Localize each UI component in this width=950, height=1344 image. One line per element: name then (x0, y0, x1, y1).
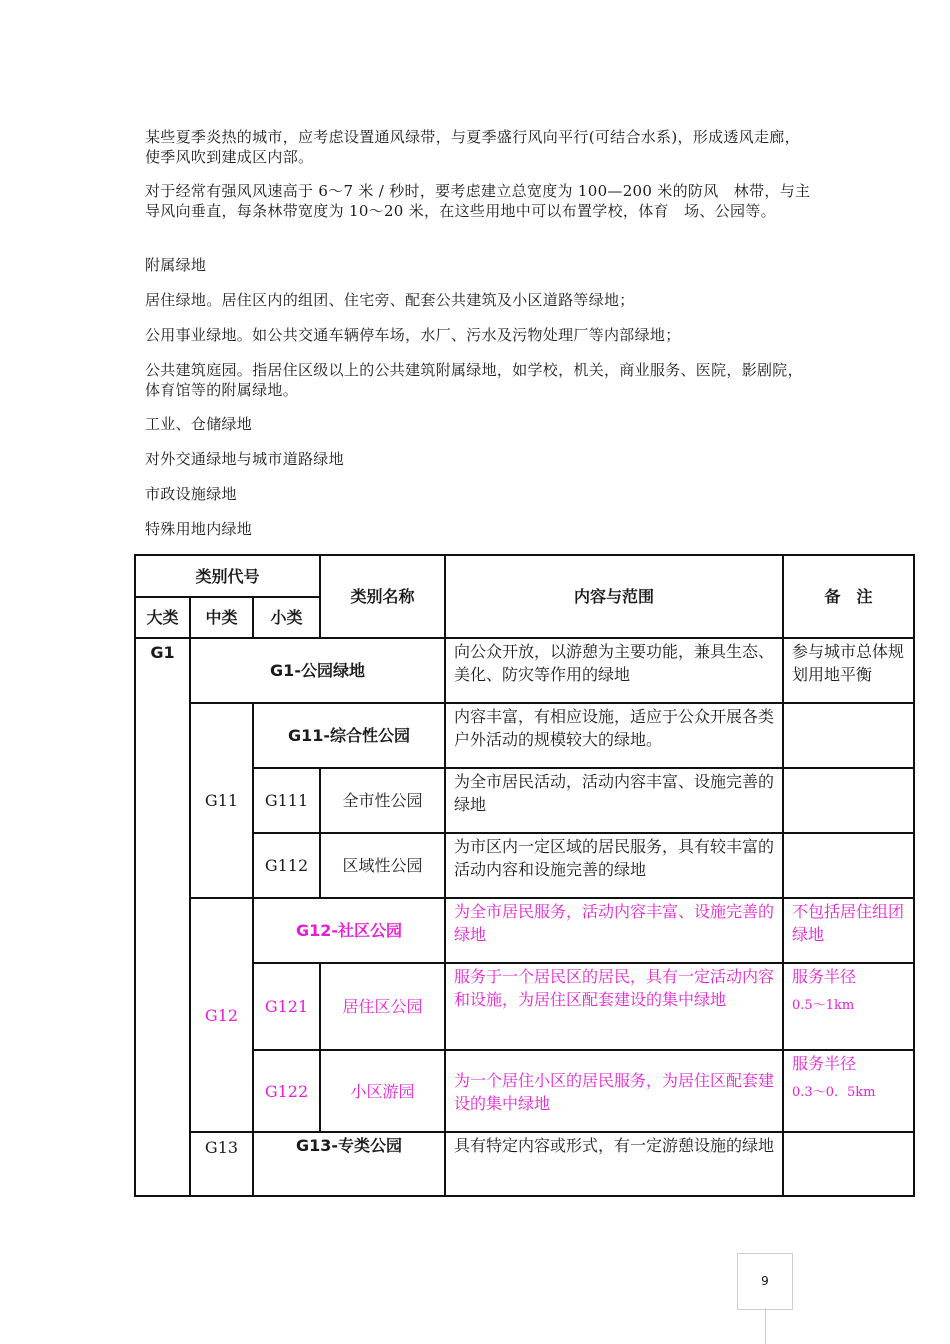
cell-g111-note (783, 768, 914, 833)
cell-g121-code: G121 (253, 963, 320, 1050)
cell-g122-name: 小区游园 (320, 1050, 445, 1132)
table-header-row (135, 555, 914, 597)
cell-g12-name: G12-社区公园 (253, 898, 445, 963)
cell-g122-code: G122 (253, 1050, 320, 1132)
header-minor: 小类 (253, 597, 320, 638)
g122-note-label: 服务半径 (792, 1054, 857, 1073)
header-code-group: 类别代号 (135, 555, 320, 597)
header-name: 类别名称 (320, 555, 445, 638)
cell-g11-note (783, 703, 914, 768)
g121-note-radius: 0.5～1km (792, 998, 855, 1013)
table-row (135, 638, 914, 703)
cell-g11-name: G11-综合性公园 (253, 703, 445, 768)
cell-g11-content: 内容丰富，有相应设施，适应于公众开展各类户外活动的规模较大的绿地。 (445, 703, 783, 768)
cell-g13-code: G13 (190, 1132, 253, 1196)
paragraph-traffic-green: 对外交通绿地与城市道路绿地 (145, 450, 344, 468)
cell-g112-content: 为市区内一定区域的居民服务，具有较丰富的活动内容和设施完善的绿地 (445, 833, 783, 898)
cell-g13-name: G13-专类公园 (253, 1132, 445, 1196)
cell-g11-code: G11 (190, 703, 253, 898)
header-note: 备 注 (783, 555, 914, 638)
cell-g112-name: 区域性公园 (320, 833, 445, 898)
cell-g111-content: 为全市居民活动，活动内容丰富、设施完善的绿地 (445, 768, 783, 833)
paragraph-special-green: 特殊用地内绿地 (145, 520, 253, 538)
cell-g112-note (783, 833, 914, 898)
paragraph-public-building-garden: 公共建筑庭园。指居住区级以上的公共建筑附属绿地，如学校，机关，商业服务、医院，影剧院，体育馆等的附属绿地。 (145, 361, 803, 399)
cell-g1-code: G1 (135, 638, 190, 1196)
cell-g12-code: G12 (190, 898, 253, 1132)
paragraph-municipal-green: 市政设施绿地 (145, 485, 237, 503)
g122-note-radius: 0.3～0．5km (792, 1085, 876, 1100)
cell-g111-code: G111 (253, 768, 320, 833)
cell-g121-note (783, 963, 914, 1050)
page-number: 9 (737, 1253, 793, 1310)
table-row (135, 1132, 914, 1196)
classification-table (134, 554, 915, 1197)
cell-g111-name: 全市性公园 (320, 768, 445, 833)
cell-g1-name: G1-公园绿地 (190, 638, 445, 703)
cell-g1-content: 向公众开放，以游憩为主要功能，兼具生态、美化、防灾等作用的绿地 (445, 638, 783, 703)
header-middle: 中类 (190, 597, 253, 638)
paragraph-utility-green: 公用事业绿地。如公共交通车辆停车场，水厂、污水及污物处理厂等内部绿地； (145, 326, 681, 344)
paragraph-residential-green: 居住绿地。居住区内的组团、住宅旁、配套公共建筑及小区道路等绿地； (145, 291, 635, 309)
cell-g13-note (783, 1132, 914, 1196)
cell-g1-note: 参与城市总体规划用地平衡 (783, 638, 914, 703)
cell-g122-note (783, 1050, 914, 1132)
page-number-line (765, 1308, 766, 1344)
paragraph-industrial-green: 工业、仓储绿地 (145, 415, 253, 433)
cell-g12-content: 为全市居民服务，活动内容丰富、设施完善的绿地 (445, 898, 783, 963)
cell-g13-content: 具有特定内容或形式，有一定游憩设施的绿地 (445, 1132, 783, 1196)
header-content: 内容与范围 (445, 555, 783, 638)
header-major: 大类 (135, 597, 190, 638)
cell-g121-name: 居住区公园 (320, 963, 445, 1050)
paragraph-attached-green: 附属绿地 (145, 256, 207, 274)
cell-g12-note: 不包括居住组团绿地 (783, 898, 914, 963)
cell-g121-content: 服务于一个居民区的居民，具有一定活动内容和设施，为居住区配套建设的集中绿地 (445, 963, 783, 1050)
paragraph-ventilation: 某些夏季炎热的城市，应考虑设置通风绿带，与夏季盛行风向平行(可结合水系)，形成透风走廊，使季风吹到建成区内部。 (145, 128, 800, 166)
table-row (135, 898, 914, 963)
cell-g112-code: G112 (253, 833, 320, 898)
paragraph-windbreak: 对于经常有强风风速高于 6～7 米 / 秒时，要考虑建立总宽度为 100—200 米的防风 林带，与主导风向垂直，每条林带宽度为 10～20 米，在这些用地中可以布置学校，体育 场、公园等。 (145, 182, 811, 220)
cell-g122-content: 为一个居住小区的居民服务，为居住区配套建设的集中绿地 (445, 1050, 783, 1132)
table-row (135, 703, 914, 768)
g121-note-label: 服务半径 (792, 967, 857, 986)
